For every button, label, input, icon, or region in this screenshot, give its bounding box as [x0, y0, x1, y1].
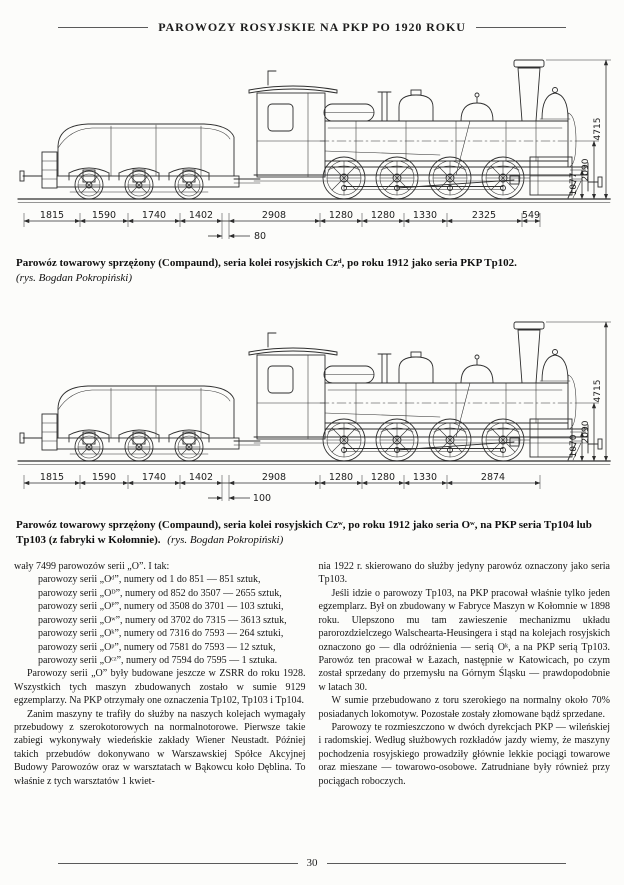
locomotive-art	[18, 322, 610, 465]
locomotive-drawing-2	[10, 305, 614, 517]
dimension-label-gap: 100	[252, 493, 272, 505]
dimension-label: 1590	[91, 472, 117, 484]
dimension-label: 1815	[39, 210, 65, 221]
dimension-label: 1740	[141, 210, 167, 221]
dimension-label: 1330	[412, 210, 438, 221]
text-column-left	[14, 560, 306, 788]
paragraph: Parowozy serii „O” były budowane jeszcze w ZSRR do roku 1928. Wszystkich tych maszyn zbudowanych zostało w sumie 9129 egzemplarzy. Na PKP otrzymały one oznaczenia Tp102, Tp103 i Tp104.	[14, 668, 306, 707]
dimension-label-height: 4715	[593, 379, 603, 403]
dimension-label: 1280	[328, 210, 354, 221]
header-rule-right	[476, 27, 566, 28]
dimension-label-height: 2090	[581, 158, 591, 182]
dimension-label: 1280	[370, 210, 396, 221]
caption-text: Parowóz towarowy sprzężony (Compaund), seria kolei rosyjskich Czʷ, po roku 1912 jako seria Oʷ, na PKP seria Tp104 lub Tp103 (z fabryki w Kołomnie).	[16, 519, 592, 546]
series-list-line: parowozy serii „Oᴾ”, numery od 3508 do 3701 — 103 sztuki,	[38, 601, 284, 613]
series-list-line: parowozy serii „Oᴰ”, numery od 852 do 3507 — 2655 sztuk,	[38, 587, 282, 599]
paragraph: nia 1922 r. skierowano do służby jedyny parowóz oznaczony jako seria Tp103.	[318, 561, 610, 586]
dimension-label: 1280	[370, 472, 396, 484]
text-column-right	[319, 560, 611, 788]
dimension-label-height: 4715	[593, 117, 603, 141]
dimension-label-height: 1077	[569, 172, 579, 196]
series-list-line: parowozy serii „Oᵈ”, numery od 1 do 851 — 851 sztuk,	[38, 574, 261, 586]
dimension-label-gap: 80	[253, 231, 267, 242]
dimension-label: 2325	[471, 210, 497, 221]
series-list-line: parowozy serii „Oᵏ”, numery od 7316 do 7593 — 264 sztuki,	[38, 628, 284, 640]
locomotive-drawing-1	[10, 43, 614, 255]
dimension-label: 2874	[480, 472, 506, 484]
dimension-label-height: 2090	[581, 420, 591, 444]
dimension-label: 1280	[328, 472, 354, 484]
caption-credit: (rys. Bogdan Pokropiński)	[167, 533, 284, 546]
dimension-label: 1740	[141, 472, 167, 484]
page-title: PAROWOZY ROSYJSKIE NA PKP PO 1920 ROKU	[158, 20, 466, 34]
dimension-label: 1402	[188, 472, 214, 484]
figure-locomotive-tp102	[0, 35, 624, 285]
paragraph: Parowozy te rozmieszczono w dwóch dyrekcjach PKP — wileńskiej i radomskiej. Według służbowych rozkładów jazdy wiemy, że maszyny pochodzenia rosyjskiego prowadziły głównie lekkie pociągi towarowe oraz mieszane — towarowo-osobowe. Zatrudniane były również przy pociągach roboczych.	[318, 721, 610, 787]
paragraph: wały 7499 parowozów serii „O”. I tak:	[14, 561, 170, 573]
dimension-label: 549	[521, 210, 541, 221]
paragraph: Jeśli idzie o parowozy Tp103, na PKP pracował właśnie tylko jeden egzemplarz. Był on zbudowany w Fabryce Maszyn w Kołomnie w 1898 roku. Ulepszono mu tam zawieszenie mechanizmu układu parorozdzielczego Walschearta-Heusingera i stąd na kolejach rosyjskich oznaczono go — dla odróżnienia — serią Oᵏ, a na PKP serią Tp103. Parowóz ten pracował w Łazach, następnie w Katowicach, po czym został sprzedany do przemysłu na Górnym Śląsku — prawdopodobnie w latach 30.	[318, 587, 610, 693]
caption-text: Parowóz towarowy sprzężony (Compaund), seria kolei rosyjskich Czᵈ, po roku 1912 jako seria PKP Tp102.	[16, 257, 517, 269]
locomotive-art	[18, 60, 610, 203]
series-list-line: parowozy serii „Oᵖ”, numery od 7581 do 7593 — 12 sztuk,	[38, 641, 276, 653]
series-list-line: parowozy serii „Oʷ”, numery od 3702 do 7315 — 3613 sztuk,	[38, 614, 287, 626]
dimension-label: 2908	[261, 472, 287, 484]
body-text	[14, 560, 610, 788]
dimension-chain-right	[546, 322, 611, 461]
paragraph: Zanim maszyny te trafiły do służby na naszych kolejach wymagały przebudowy z szerokotorowych na normalnotorowe. Pierwsze takie zabiegi wykonywały wiedeńskie zakłady Wiener Neustadt. Później takich przebudów dokonywano w Warszawskiej Spółce Akcyjnej Budowy Parowozów oraz w warsztatach w Bąkowcu koło Dęblina. To właśnie z tych warsztatów 1 kwiet-	[14, 708, 306, 787]
dimension-label: 1330	[412, 472, 438, 484]
dimension-label-height: 1070	[569, 434, 579, 458]
page-header	[58, 20, 566, 35]
page-number: 30	[306, 857, 318, 869]
page-footer	[58, 857, 566, 869]
figure1-caption	[16, 256, 608, 285]
dimension-label: 1402	[188, 210, 214, 221]
caption-credit: (rys. Bogdan Pokropiński)	[16, 271, 132, 284]
header-rule-left	[58, 27, 148, 28]
figure-locomotive-tp103-tp104	[0, 297, 624, 547]
paragraph: W sumie przebudowano z toru szerokiego na normalny około 70% posiadanych lokomotyw. Pozostałe zostały złomowane bądź sprzedane.	[318, 695, 610, 720]
footer-rule-right	[327, 863, 567, 864]
dimension-label: 1590	[91, 210, 117, 221]
series-list-line: parowozy serii „Oᶜᶻ”, numery od 7594 do 7595 — 1 sztuka.	[38, 654, 278, 666]
dimension-chain-bottom	[24, 472, 540, 504]
dimension-label: 1815	[39, 472, 65, 484]
dimension-chain-right	[546, 60, 611, 199]
figure2-caption	[16, 518, 608, 547]
dimension-label: 2908	[261, 210, 287, 221]
dimension-chain-bottom	[24, 210, 540, 242]
footer-rule-left	[58, 863, 298, 864]
